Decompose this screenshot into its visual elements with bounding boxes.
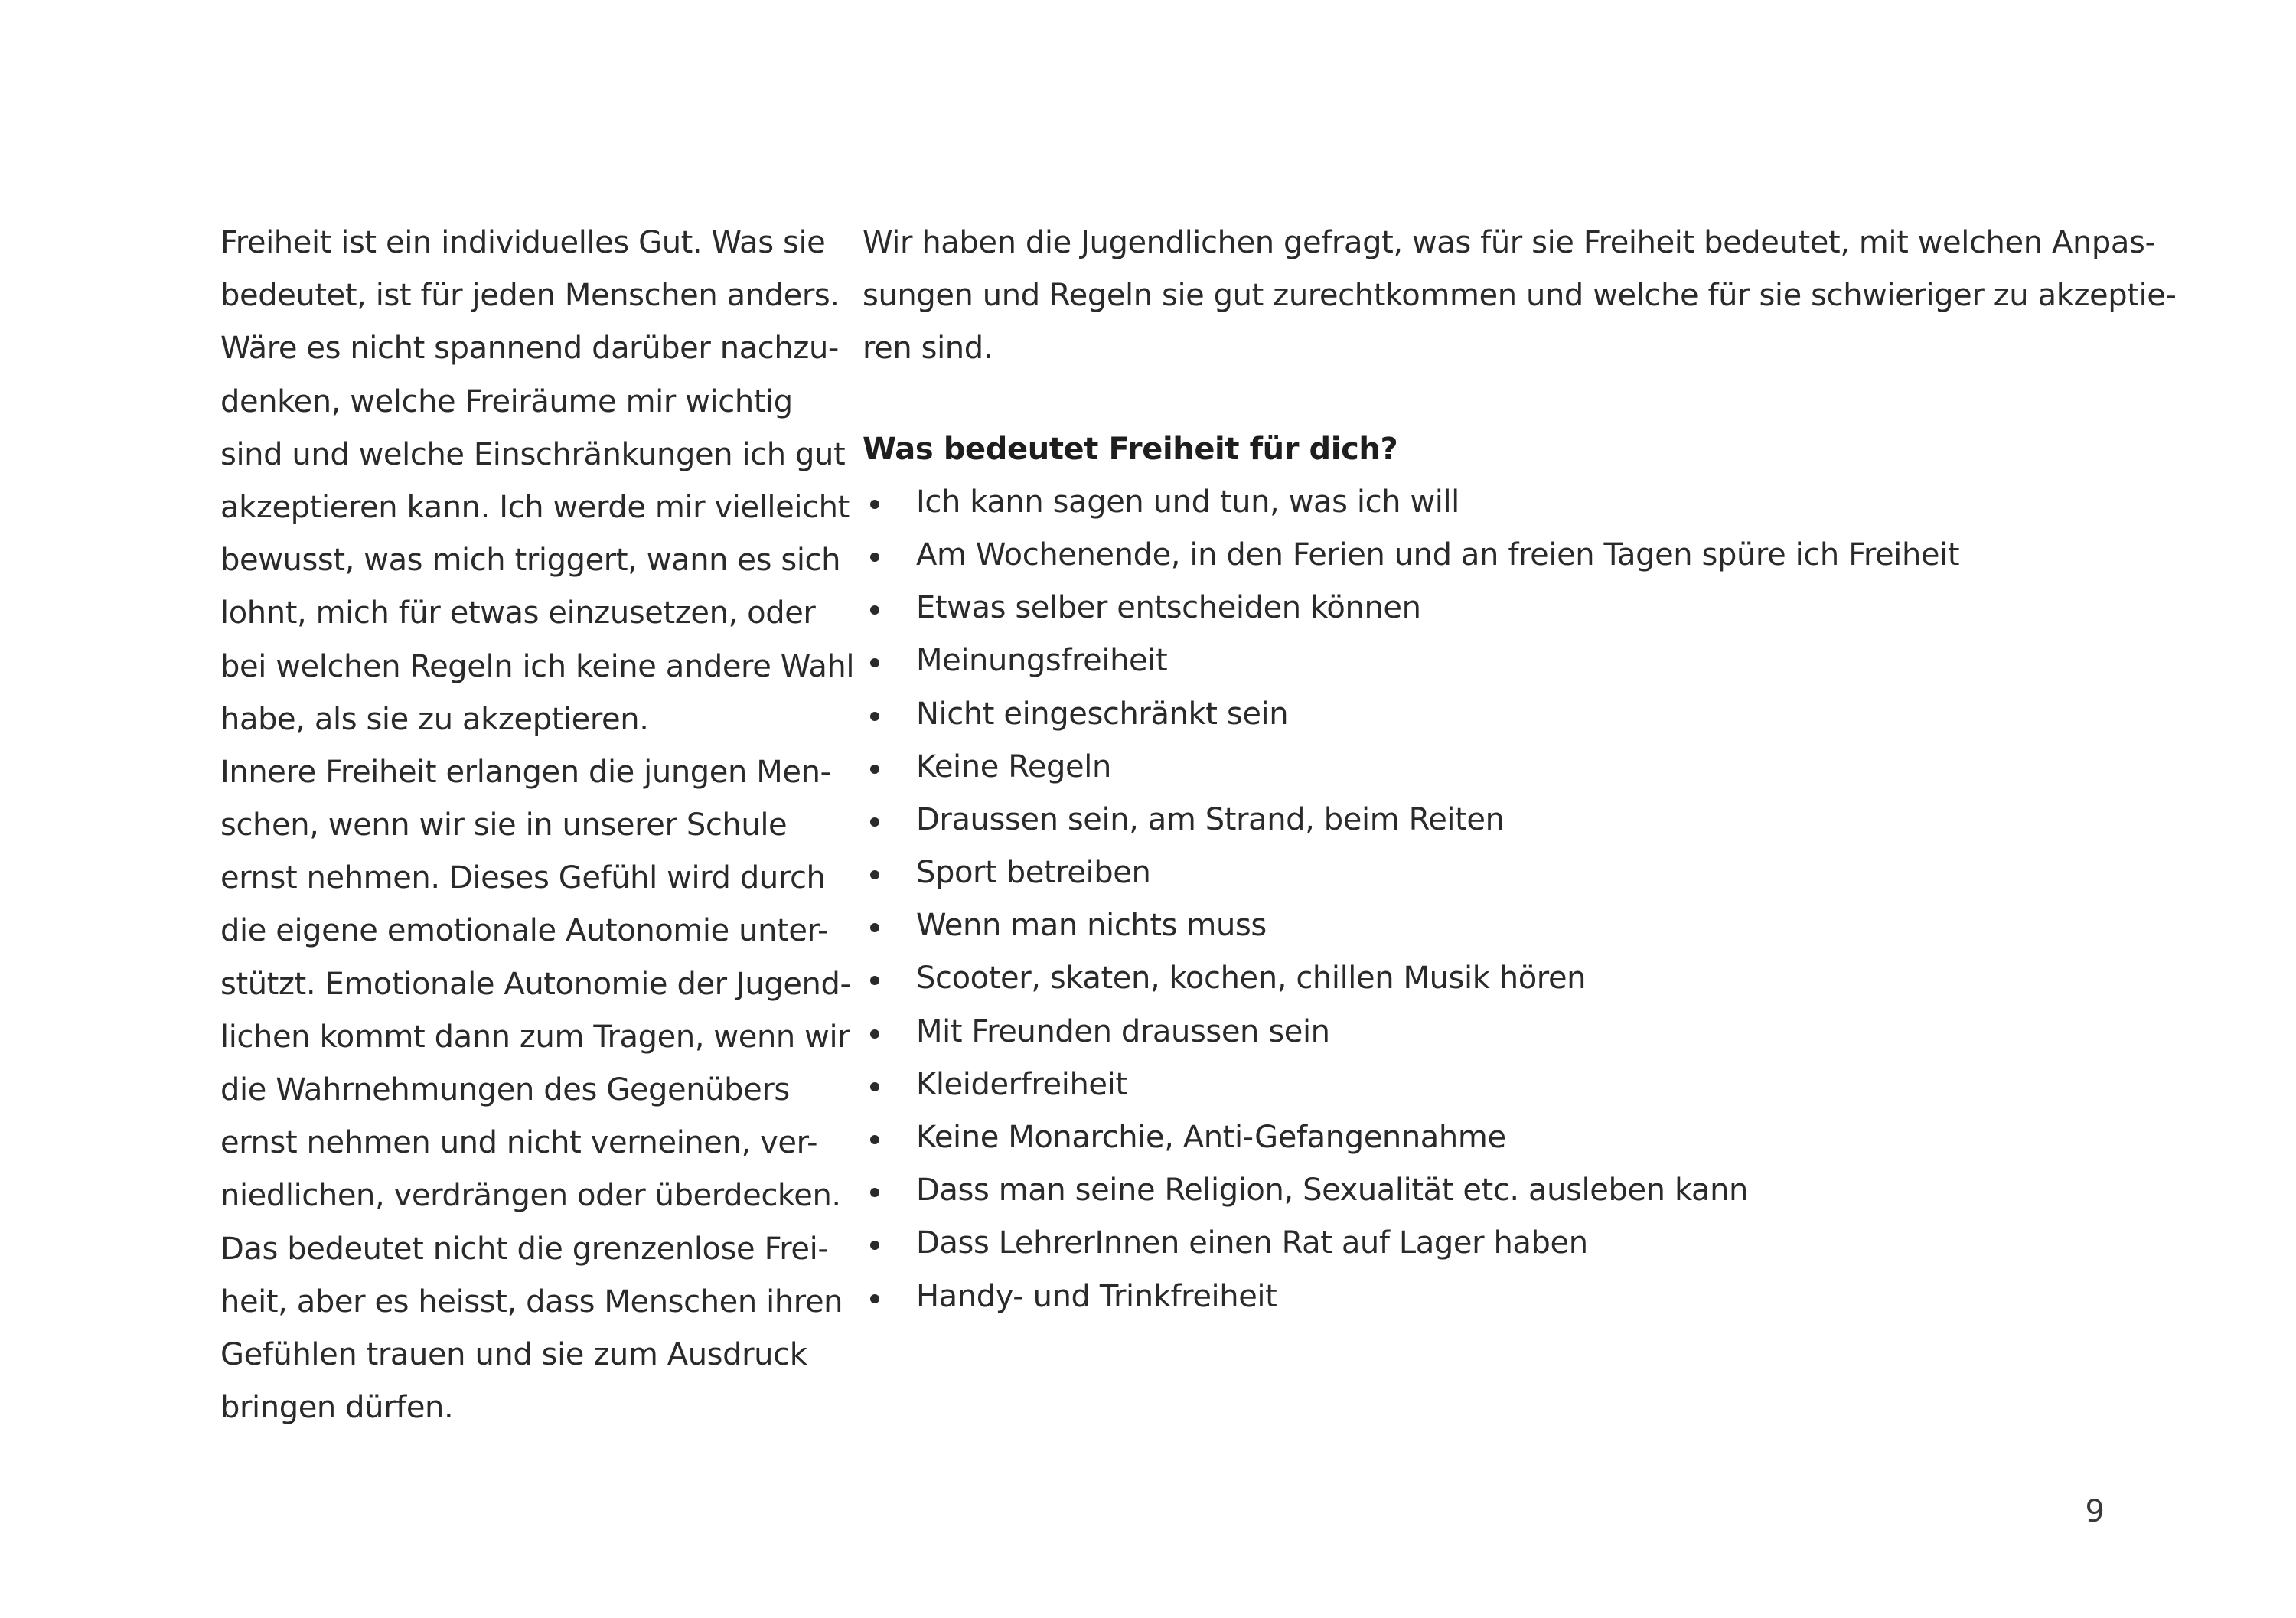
list-item <box>863 634 2102 687</box>
bullet-icon <box>870 658 879 667</box>
list-item-text: Keine Monarchie, Anti-Gefangennahme <box>916 1120 1506 1155</box>
bullet-icon <box>870 1188 879 1197</box>
text-line: niedlichen, verdrängen oder überdecken. <box>220 1178 841 1214</box>
text-line: Wäre es nicht spannend darüber nachzu- <box>220 331 839 367</box>
list-item-text: Dass man seine Religion, Sexualität etc. ausleben kann <box>916 1173 1749 1209</box>
list-item-text: Ich kann sagen und tun, was ich will <box>916 484 1459 520</box>
text-line: ernst nehmen und nicht verneinen, ver- <box>220 1125 818 1161</box>
list-item <box>863 794 2102 847</box>
list-item-text: Scooter, skaten, kochen, chillen Musik hören <box>916 961 1587 997</box>
intro-paragraph <box>863 217 2177 376</box>
bullet-icon <box>870 712 879 721</box>
text-line: die eigene emotionale Autonomie unter- <box>220 913 829 949</box>
text-line: Innere Freiheit erlangen die jungen Men- <box>220 754 831 790</box>
bullet-icon <box>870 817 879 827</box>
text-line: ren sind. <box>863 331 993 367</box>
text-line: bewusst, was mich triggert, wann es sich <box>220 543 841 579</box>
text-line: lohnt, mich für etwas einzusetzen, oder <box>220 595 816 631</box>
list-item <box>863 1059 2102 1111</box>
text-line: schen, wenn wir sie in unserer Schule <box>220 807 788 843</box>
text-line: Gefühlen trauen und sie zum Ausdruck <box>220 1336 807 1372</box>
list-item <box>863 1271 2102 1323</box>
list-item-text: Meinungsfreiheit <box>916 643 1168 679</box>
list-item-text: Nicht eingeschränkt sein <box>916 696 1289 732</box>
list-item-text: Wenn man nichts muss <box>916 908 1267 944</box>
text-line: sind und welche Einschränkungen ich gut <box>220 436 846 472</box>
bullet-icon <box>870 1294 879 1303</box>
text-line: heit, aber es heisst, dass Menschen ihren <box>220 1284 843 1320</box>
text-line: lichen kommt dann zum Tragen, wenn wir <box>220 1019 850 1055</box>
list-item-text: Etwas selber entscheiden können <box>916 590 1421 626</box>
list-item <box>863 582 2102 634</box>
text-line: bedeutet, ist für jeden Menschen anders. <box>220 278 840 314</box>
bullet-icon <box>870 500 879 509</box>
bullet-icon <box>870 1082 879 1091</box>
list-item-text: Am Wochenende, in den Ferien und an freien Tagen spüre ich Freiheit <box>916 537 1960 572</box>
list-item <box>863 741 2102 794</box>
bullet-icon <box>870 553 879 562</box>
text-line: Freiheit ist ein individuelles Gut. Was sie <box>220 225 826 260</box>
text-line: stützt. Emotionale Autonomie der Jugend- <box>220 966 851 1002</box>
bullet-icon <box>870 870 879 879</box>
bullet-icon <box>870 1135 879 1144</box>
list-item <box>863 1164 2102 1217</box>
right-column <box>863 217 2177 1323</box>
text-line: sungen und Regeln sie gut zurechtkommen und welche für sie schwieriger zu akzeptie- <box>863 278 2177 314</box>
list-item-text: Draussen sein, am Strand, beim Reiten <box>916 801 1505 837</box>
bullet-icon <box>870 765 879 774</box>
bullet-icon <box>870 605 879 615</box>
left-column-text <box>220 217 855 1434</box>
bullet-icon <box>870 976 879 985</box>
text-line: bei welchen Regeln ich keine andere Wahl <box>220 648 855 684</box>
list-item-text: Keine Regeln <box>916 749 1111 785</box>
list-item <box>863 688 2102 741</box>
list-item <box>863 1111 2102 1164</box>
page-number: 9 <box>2085 1494 2105 1529</box>
list-item <box>863 899 2102 952</box>
text-line: denken, welche Freiräume mir wichtig <box>220 383 793 419</box>
list-item-text: Dass LehrerInnen einen Rat auf Lager haben <box>916 1225 1588 1261</box>
text-line: Wir haben die Jugendlichen gefragt, was für sie Freiheit bedeutet, mit welchen Anpas- <box>863 225 2156 260</box>
text-line: habe, als sie zu akzeptieren. <box>220 701 649 737</box>
bullet-icon <box>870 1029 879 1039</box>
text-line: Das bedeutet nicht die grenzenlose Frei- <box>220 1231 829 1267</box>
bullet-icon <box>870 923 879 932</box>
text-line: bringen dürfen. <box>220 1390 454 1426</box>
list-item <box>863 1217 2102 1270</box>
list-item <box>863 952 2102 1005</box>
spacer <box>863 376 2102 423</box>
text-line: akzeptieren kann. Ich werde mir vielleicht <box>220 489 850 525</box>
bullet-list <box>863 476 2102 1323</box>
text-line: ernst nehmen. Dieses Gefühl wird durch <box>220 860 826 896</box>
list-item <box>863 529 2102 582</box>
list-item-text: Sport betreiben <box>916 855 1151 891</box>
list-item <box>863 476 2102 529</box>
list-item-text: Handy- und Trinkfreiheit <box>916 1278 1277 1314</box>
list-item <box>863 847 2102 899</box>
section-heading: Was bedeutet Freiheit für dich? <box>863 431 1398 467</box>
bullet-icon <box>870 1241 879 1250</box>
text-line: die Wahrnehmungen des Gegenübers <box>220 1072 790 1107</box>
list-item-text: Kleiderfreiheit <box>916 1066 1127 1102</box>
list-item <box>863 1006 2102 1059</box>
list-item-text: Mit Freunden draussen sein <box>916 1013 1330 1049</box>
